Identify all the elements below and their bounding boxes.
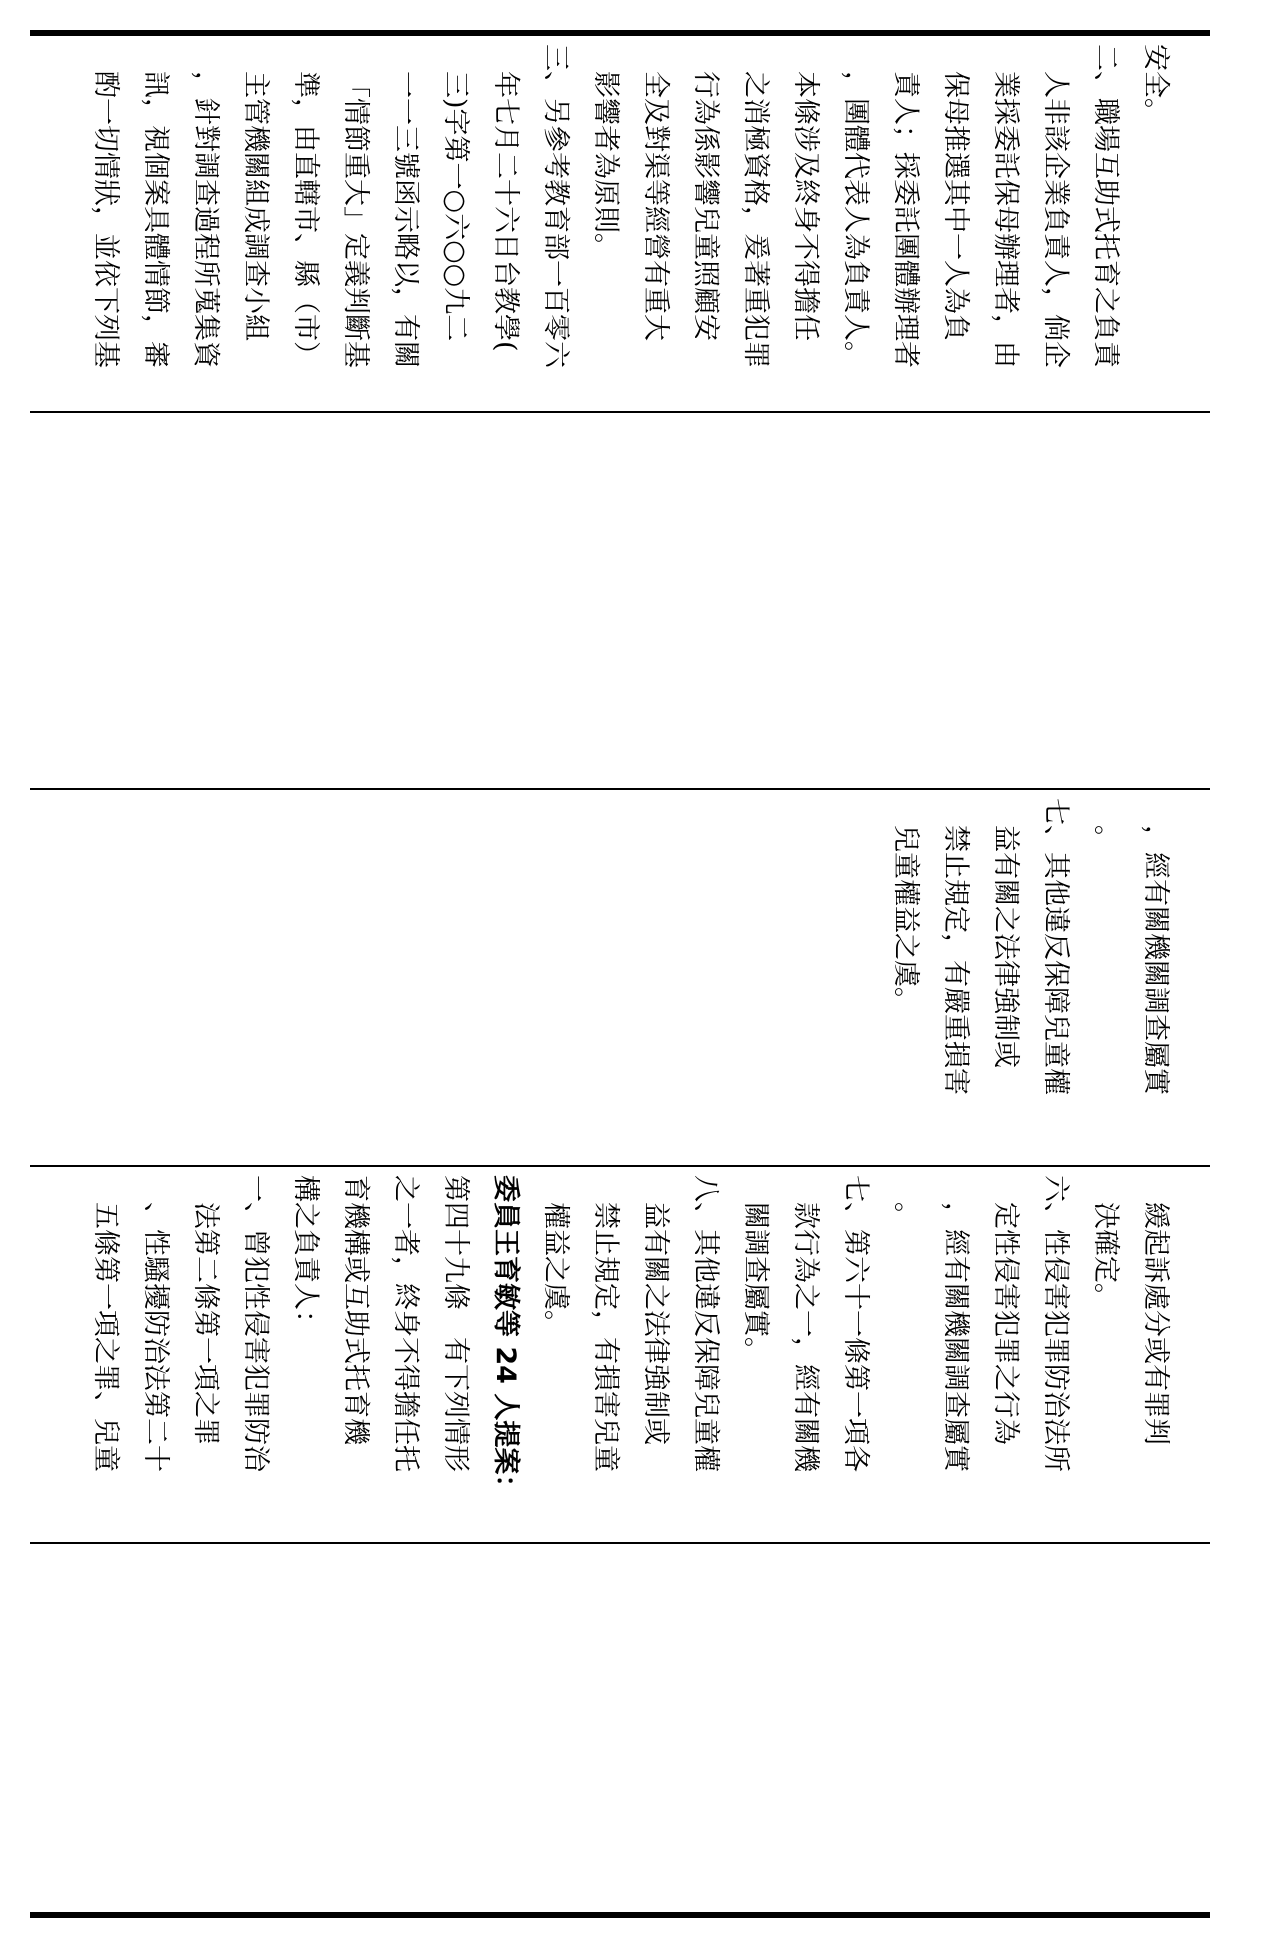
table-cell-1 [30, 36, 1210, 412]
text-line: 「情節重大」定義判斷基 [340, 71, 371, 368]
text-line: 二、職場互助式托育之負責 [1090, 44, 1121, 368]
text-line: 權益之虞。 [540, 1202, 571, 1337]
table-cell-5 [30, 1544, 1210, 1912]
text-line: 酌一切情狀，並依下列基 [90, 71, 121, 368]
text-line: 。 [890, 1202, 921, 1229]
text-line: 準，由直轄市、縣（市） [290, 71, 321, 368]
text-line: 法第二條第一項之罪 [190, 1202, 221, 1445]
text-line: 一一三號函示略以，有關 [390, 71, 421, 368]
text-line: 。 [1090, 825, 1121, 852]
table-cell-3 [30, 790, 1210, 1166]
text-line: 責人；採委託團體辦理者 [890, 71, 921, 368]
text-line: 年七月二十六日台教學( [490, 71, 521, 352]
text-line: 業採委託保母辦理者，由 [990, 71, 1021, 368]
text-line: 安全。 [1140, 44, 1171, 125]
text-line: 、性騷擾防治法第二十 [140, 1202, 171, 1472]
text-line: 全及對渠等經營有重大 [640, 71, 671, 341]
text-line: 禁止規定，有嚴重損害 [940, 825, 971, 1095]
table-cell-2 [30, 413, 1210, 789]
text-line: 益有關之法律強制或 [640, 1202, 671, 1445]
text-line: ，經有關機關調查屬實 [1140, 825, 1171, 1095]
bottom-border [30, 1912, 1210, 1918]
table-cell-4 [30, 1167, 1210, 1543]
text-line: 之一者，終身不得擔任托 [390, 1175, 421, 1472]
text-line: 主管機關組成調查小組 [240, 71, 271, 341]
text-line: 七、第六十一條第一項各 [840, 1175, 871, 1472]
text-line: 訊，視個案具體情節，審 [140, 71, 171, 368]
text-line: 人非該企業負責人，倘企 [1040, 71, 1071, 368]
text-line: 禁止規定，有損害兒童 [590, 1202, 621, 1472]
cell-4-text [80, 1175, 1180, 1501]
text-line: ，針對調查過程所蒐集資 [190, 71, 221, 368]
text-line: 兒童權益之虞。 [890, 825, 921, 1014]
cell-3-text [880, 798, 1180, 1095]
text-line: 五條第一項之罪、兒童 [90, 1202, 121, 1472]
text-line: 款行為之一，經有關機 [790, 1202, 821, 1472]
text-line: 三、另參考教育部一百零六 [540, 44, 571, 368]
text-line: 三)字第一○六○○九二 [440, 71, 471, 342]
text-line: 之消極資格，爰著重犯罪 [740, 71, 771, 368]
text-line: 育機構或互助式托育機 [340, 1175, 371, 1445]
text-line: 益有關之法律強制或 [990, 825, 1021, 1068]
text-line: 六、性侵害犯罪防治法所 [1040, 1175, 1071, 1472]
text-line: 決確定。 [1090, 1202, 1121, 1310]
text-line: 行為係影響兒童照顧安 [690, 71, 721, 341]
text-line: 保母推選其中一人為負 [940, 71, 971, 341]
text-line: 關調查屬實。 [740, 1202, 771, 1364]
text-line: 構之負責人： [290, 1175, 321, 1337]
text-line: 緩起訴處分或有罪判 [1140, 1202, 1171, 1445]
proposal-heading: 委員王育敏等 24 人提案： [490, 1175, 521, 1502]
text-line: 一、曾犯性侵害犯罪防治 [240, 1175, 271, 1472]
cell-1-text [80, 44, 1180, 368]
text-line: ，經有關機關調查屬實 [940, 1202, 971, 1472]
document-page [30, 30, 1210, 1920]
text-line: 定性侵害犯罪之行為 [990, 1202, 1021, 1445]
text-line: 七、其他違反保障兒童權 [1040, 798, 1071, 1095]
text-line: ，團體代表人為負責人。 [840, 71, 871, 368]
text-line: 本條涉及終身不得擔任 [790, 71, 821, 341]
text-line: 第四十九條 有下列情形 [440, 1175, 471, 1472]
text-line: 影響者為原則。 [590, 71, 621, 260]
text-line: 八、其他違反保障兒童權 [690, 1175, 721, 1472]
